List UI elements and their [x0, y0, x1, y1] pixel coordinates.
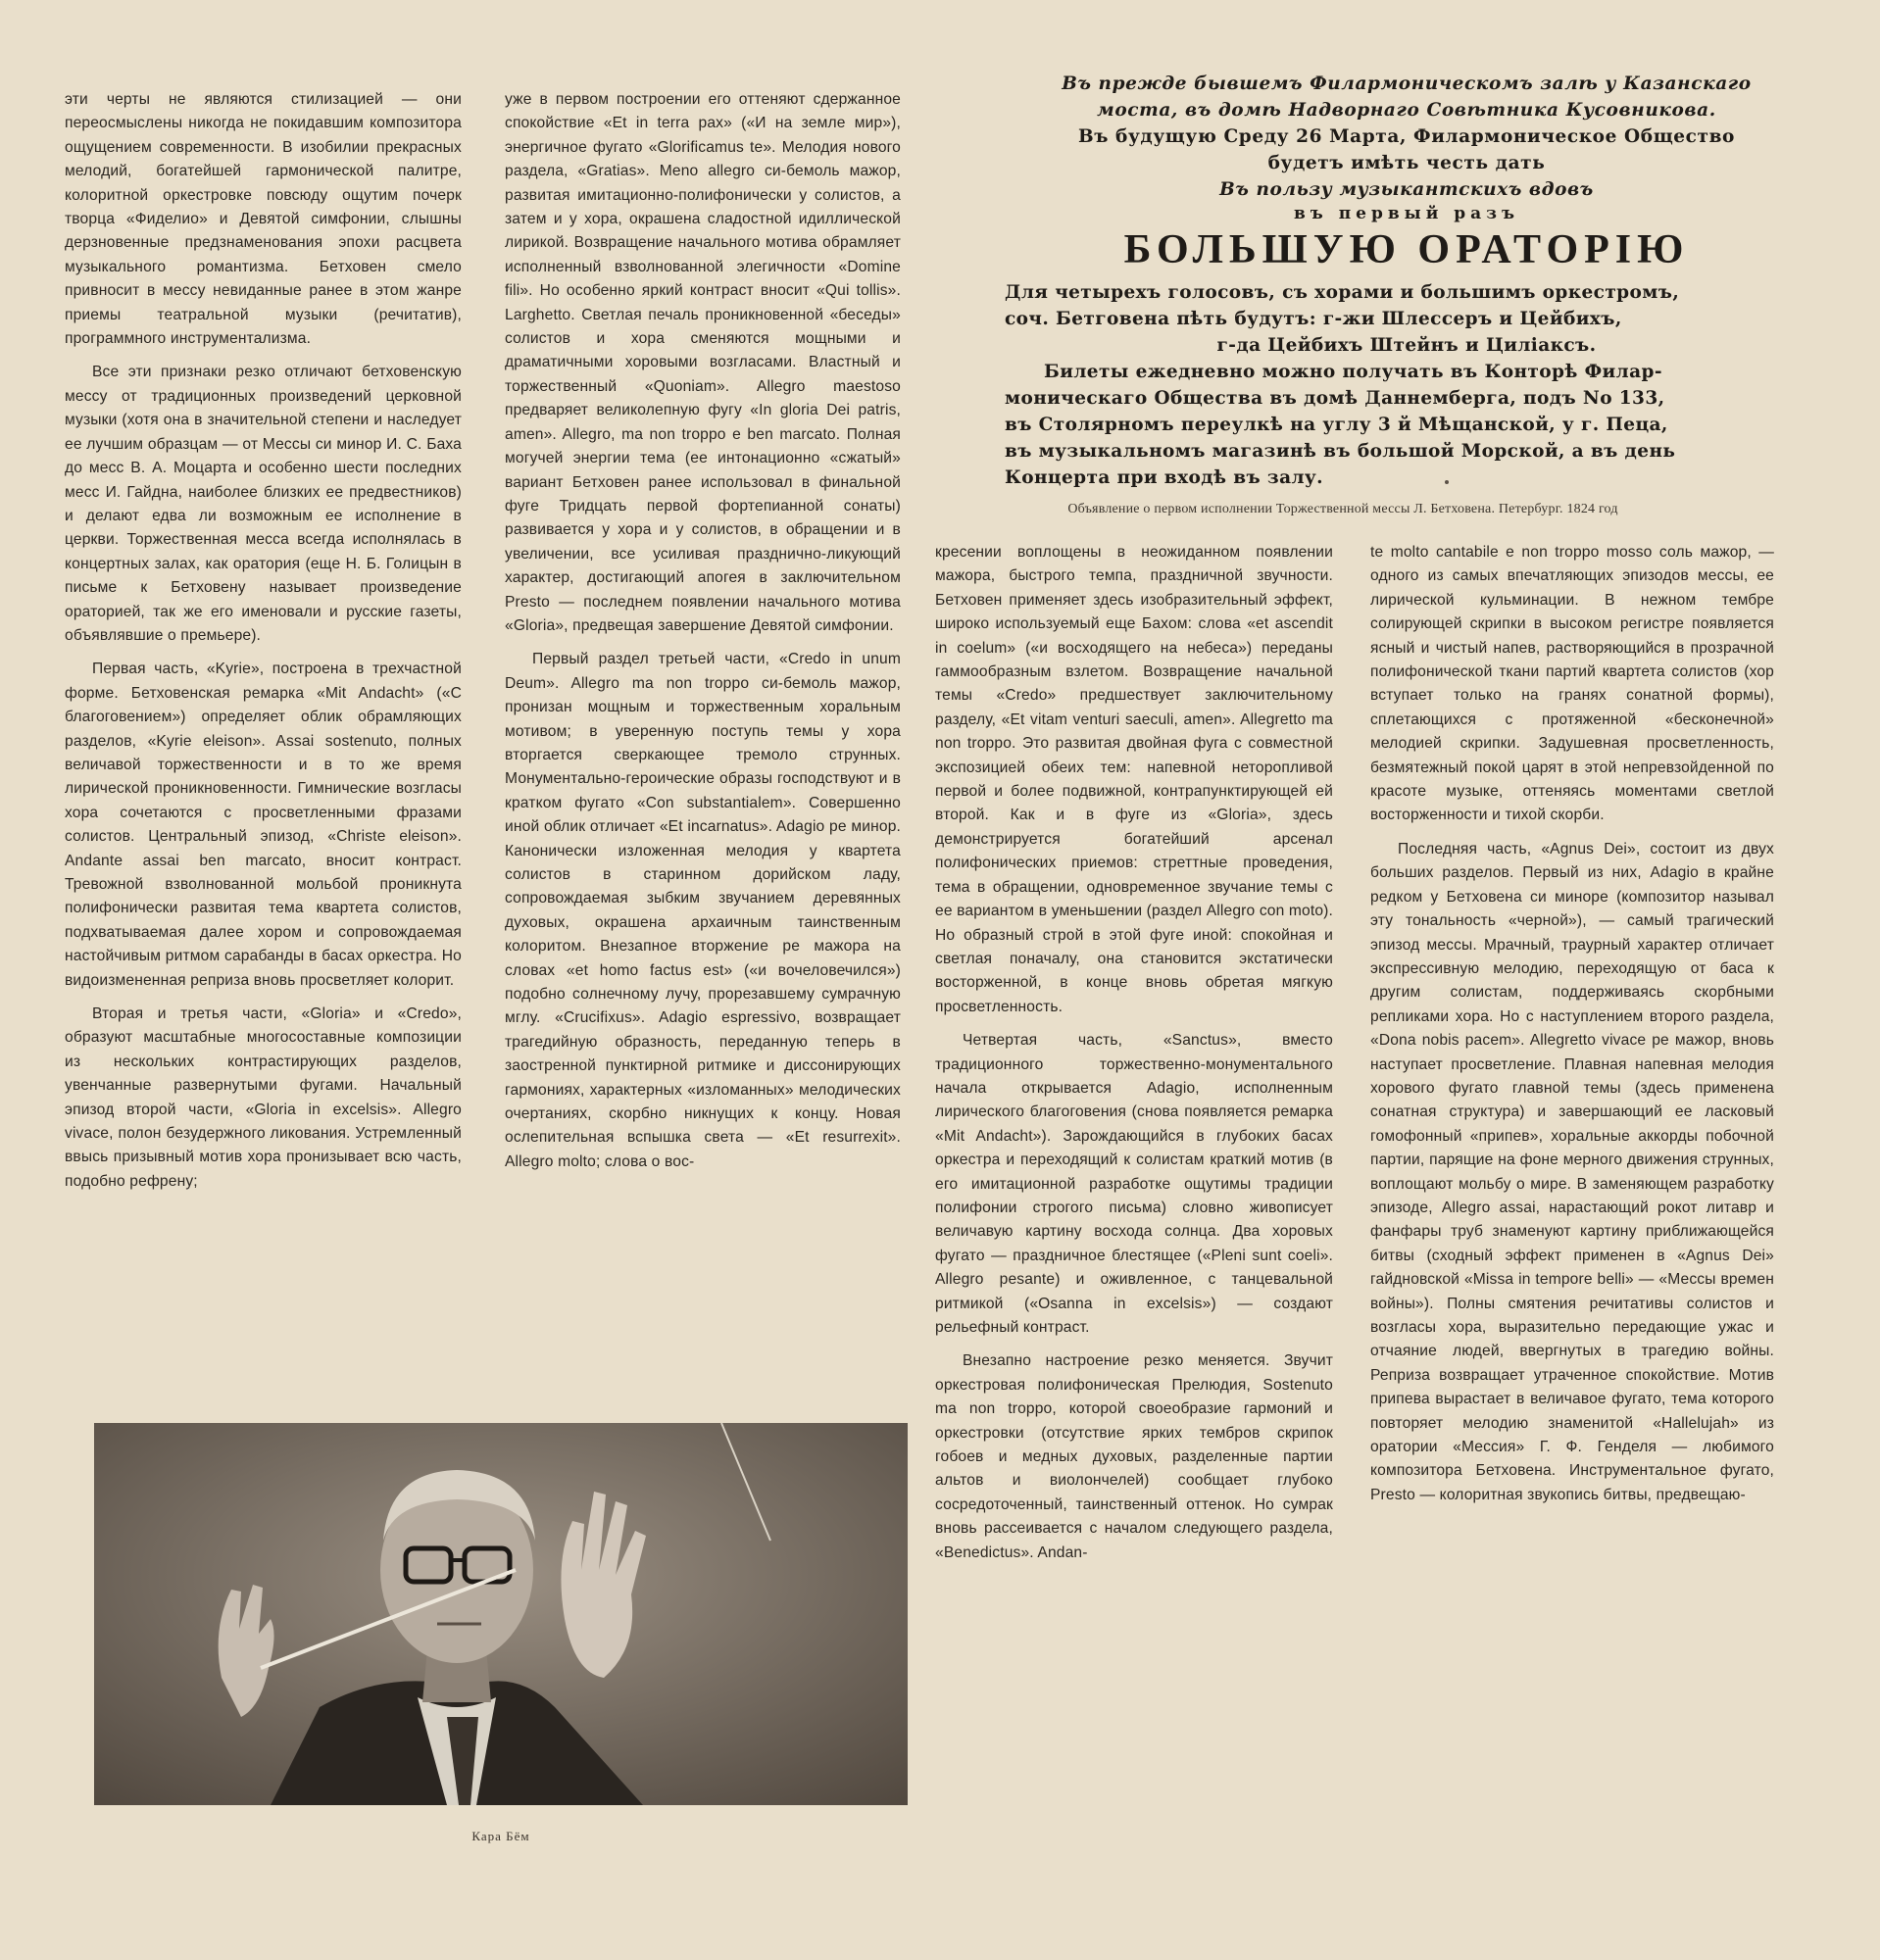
announcement-line: соч. Бетговена пѣть будутъ: г-жи Шлессеръ и Цейбихъ, — [1005, 309, 1622, 329]
announcement-line: Въ будущую Среду 26 Марта, Филармоническое Общество — [1077, 126, 1735, 147]
text-column-4 — [1370, 541, 1774, 1756]
paragraph: Первый раздел третьей части, «Credo in unum Deum». Allegro ma non troppo си-бемоль мажор, пронизан мощным и торжественным хоральным мотивом; в уверенную поступь темы у хора вторгается сверкающее тремоло струнных. Монументально-героические образы господствуют и в кратком фугато «Con substantialem». Совершенно иной облик отличает «Et incarnatus». Adagio ре минор. Канонически изложенная мелодия у квартета солистов в старинном дорийском ладу, сопровождаемая зыбким звучанием деревянных духовых, окрашена архаичным таинственным колоритом. Внезапное вторжение ре мажора на словах «et homo factus est» («и вочеловечился») подобно солнечному лучу, прорезавшему сумрачную мглу. «Crucifixus». Adagio espressivo, возвращает трагедийную образность, переданную теперь в заостренной пунктирной ритмике и диссонирующих гармониях, характерных «изломанных» мелодических очертаниях, скорбно никнущих к концу. Новая ослепительная вспышка света — «Et resurrexit». Allegro molto; слова о вос- — [505, 651, 901, 1170]
paragraph: уже в первом построении его оттеняют сдержанное спокойствие «Et in terra pax» («И на земле мир»), энергичное фугато «Glorificamus te». Мелодия нового раздела, «Gratias». Meno allegro си-бемоль мажор, развитая имитационно-полифонически у солистов, а затем и у хора, окрашена сладостной идиллической лирикой. Возвращение начального мотива обрамляет исполненный взволнованной элегичности «Domine fili». Но особенно яркий контраст вносит «Qui tollis». Larghetto. Светлая печаль проникновенной «беседы» солистов и хора сменяются мощными и драматичными хоровыми возгласами. Властный и торжественный «Quoniam». Allegro maestoso предваряет великолепную фугу «In gloria Dei patris, amen». Allegro, ma non troppo e ben marcato. Полная могучей энергии тема (ее интонационно «сжатый» вариант Бетховен ранее использовал в финальной фуге Тридцать первой фортепианной сонаты) развивается у хора и у солистов, в обращении и в увеличении, все усиливая празднично-ликующий характер, достигающий апогея в заключительном Presto — последнем появлении начального мотива «Gloria», предвещая завершение Девятой симфонии. — [505, 91, 901, 634]
announcement-line: моническаго Общества въ домѣ Даннемберга, подъ No 133, — [1005, 388, 1665, 409]
text-column-1 — [65, 88, 462, 1407]
paragraph: эти черты не являются стилизацией — они переосмыслены никогда не покидавшим композитора ощущением современности. В изобилии прекрасных мелодий, богатейшей гармонической палитре, колоритной оркестровке повсюду ощутим почерк творца «Фиделио» и Девятой симфонии, слышны дерзновенные предзнаменования эпохи расцвета музыкального романтизма. Бетховен смело привносит в мессу невиданные ранее в этом жанре приемы театральной музыки (речитатив), программного инструментализма. — [65, 91, 462, 348]
ornament-dot — [1445, 480, 1449, 484]
announcement-body — [1005, 279, 1808, 491]
announcement-line: г-да Цейбихъ Штейнъ и Циліаксъ. — [1216, 335, 1597, 356]
announcement-line: Въ пользу музыкантскихъ вдовъ — [1219, 179, 1594, 200]
announcement-line: Для четырехъ голосовъ, съ хорами и большимъ оркестромъ, — [1005, 282, 1680, 303]
historical-announcement — [1005, 71, 1808, 491]
announcement-line: въ первый разъ — [1293, 204, 1520, 223]
announcement-line: Билеты ежедневно можно получать въ Конторѣ Филар- — [1044, 362, 1662, 382]
photo-caption: Кара Бём — [471, 1829, 530, 1843]
paragraph: Все эти признаки резко отличают бетховенскую мессу от традиционных произведений церковной музыки (хотя она в значительной степени и наследует ее лучшим образцам — от Мессы си минор И. С. Баха до месс В. А. Моцарта и особенно шести последних месс И. Гайдна, наиболее близких ее предвестников) и делают едва ли возможным ее исполнение в церкви. Торжественная месса всегда исполнялась в концертных залах, как оратория (еще Н. Б. Голицын в письме к Бетховену называет произведение ораторией, так же его именовали и русские газеты, объявлявшие о премьере). — [65, 364, 462, 644]
announcement-line: Въ прежде бывшемъ Филармоническомъ залѣ у Казанскаго — [1062, 74, 1752, 94]
paragraph: Вторая и третья части, «Gloria» и «Credo», образуют масштабные многосоставные композиции из нескольких контрастирующих разделов, увенчанные развернутыми фугами. Начальный эпизод второй части, «Gloria in excelsis». Allegro vivace, полон безудержного ликования. Устремленный ввысь призывный мотив хора пронизывает всю часть, подобно рефрену; — [65, 1005, 462, 1190]
paragraph: кресении воплощены в неожиданном появлении мажора, быстрого темпа, праздничной звучности. Бетховен применяет здесь изобразительный эффект, широко используемый еще Бахом: слова «et ascendit in coelum» («и восходящего на небеса») переданы гаммообразным взлетом. Возвращение начальной темы «Credo» предшествует заключительному разделу, «Et vitam venturi saeculi, amen». Allegretto ma non troppo. Это развитая двойная фуга с совместной экспозицией обеих тем: напевной неторопливой первой и более подвижной, контрапунктирующей ей второй. Как и в фуге из «Gloria», здесь демонстрируется богатейший арсенал полифонических приемов: стреттные проведения, тема в обращении, одновременное звучание темы с ее вариантом в уменьшении (раздел Allegro con moto). Но образный строй в этой фуге иной: спокойная и светлая поначалу, она становится экстатически восторженной, в конце вновь обретая мягкую просветленность. — [935, 544, 1333, 1015]
announcement-line: моста, въ домѣ Надворнаго Совѣтника Кусовникова. — [1097, 100, 1716, 121]
paragraph: Внезапно настроение резко меняется. Звучит оркестровая полифоническая Прелюдия, Sostenuto ma non troppo, которой своеобразие гармоний и оркестровки (отсутствие ярких тембров скрипок гобоев и медных духовых, разделенные партии альтов и виолончелей) сообщает глубоко сосредоточенный, таинственный оттенок. Но сумрак вновь рассеивается с началом следующего раздела, «Benedictus». Andan- — [935, 1352, 1333, 1561]
paragraph: Последняя часть, «Agnus Dei», состоит из двух больших разделов. Первый из них, Adagio в крайне редком у Бетховена си миноре (композитор называл эту тональность «черной»), — самый трагический эпизод мессы. Мрачный, траурный характер отличает экспрессивную мелодию, переходящую от баса к другим солистам, поддерживаясь скорбными репликами хора. Но с наступлением второго раздела, «Dona nobis pacem». Allegretto vivace ре мажор, вновь наступает просветление. Плавная напевная мелодия хорового фугато главной темы (здесь применена сонатная структура) и завершающий ее ласковый гомофонный «припев», хоральные аккорды побочной партии, парящие на фоне мерного движения струнных, воплощают мольбу о мире. В заменяющем разработку эпизоде, Allegro assai, нарастающий рокот литавр и фанфары труб знаменуют картину приближающейся битвы (сходный эффект применен в «Agnus Dei» гайдновской «Missa in tempore belli» — «Мессы времен войны»). Полны смятения речитативы солистов и возгласы хора, выразительно передающие ужас и отчаяние людей, ввергнутых в трагедию войны. Реприза возвращает утраченное спокойствие. Мотив припева вырастает в величавое фугато, тема которого повторяет мелодию знаменитой «Hallelujah» из оратории «Мессия» Г. Ф. Генделя — любимого композитора Бетховена. Инструментальное фугато, Presto — колоритная звукопись битвы, предвещаю- — [1370, 840, 1774, 1503]
paragraph: te molto cantabile e non troppo mosso соль мажор, — одного из самых впечатляющих эпизодов мессы, ее лирической кульминации. В нежном тембре солирующей скрипки в высоком регистре появляется ясный и чистый напев, растворяющийся в прозрачной полифонической ткани партий квартета солистов (хор вступает только на гранях сонатной формы), сплетающихся с протяженной «бесконечной» мелодией скрипки. Задушевная просветленность, безмятежный покой царят в этой непревзойденной по красоте музыке, оттеняясь моментами светлой восторженности и тихой скорби. — [1370, 544, 1774, 824]
announcement-line: Концерта при входѣ въ залу. — [1005, 467, 1324, 488]
text-column-3 — [935, 541, 1333, 1756]
announcement-line: будетъ имѣть честь дать — [1267, 153, 1546, 173]
conductor-photo — [94, 1423, 908, 1805]
announcement-title: БОЛЬШУЮ ОРАТОРІЮ — [1123, 227, 1690, 272]
paragraph: Четвертая часть, «Sanctus», вместо традиционного торжественно-монументального начала открывается Adagio, исполненным лирического благоговения (снова появляется ремарка «Mit Andacht»). Зарождающийся в глубоких басах оркестра и переходящий к солистам краткий мотив (в его имитационной разработке ощутимы традиции полифонии строгого письма) словно живописует величавую картину восхода солнца. Два хоровых фугато — праздничное блестящее («Pleni sunt coeli». Allegro pesante) и оживленное, с танцевальной ритмикой («Osanna in excelsis») — создают рельефный контраст. — [935, 1032, 1333, 1336]
conductor-photo-illustration — [94, 1423, 908, 1805]
text-column-2 — [505, 88, 901, 1407]
announcement-caption: Объявление о первом исполнении Торжественной мессы Л. Бетховена. Петербург. 1824 год — [1067, 502, 1618, 516]
paragraph: Первая часть, «Kyrie», построена в трехчастной форме. Бетховенская ремарка «Mit Andacht» («С благоговением») определяет облик обрамляющих разделов, «Kyrie eleison». Assai sostenuto, полных величавой торжественности и в то же время лирической проникновенности. Гимнические возгласы хора сочетаются с просветленными фразами солистов. Центральный эпизод, «Christe eleison». Andante assai ben marcato, вносит контраст. Тревожной взволнованной мольбой проникнута полифонически развитая тема квартета солистов, подхватываемая далее хором и сопровождаемая настойчивым ритмом сарабанды в басах оркестра. Но видоизмененная реприза вновь просветляет колорит. — [65, 661, 462, 989]
announcement-line: въ Столярномъ переулкѣ на углу 3 й Мѣщанской, у г. Пеца, — [1005, 415, 1668, 435]
announcement-line: въ музыкальномъ магазинѣ въ большой Морской, а въ день — [1005, 441, 1676, 462]
